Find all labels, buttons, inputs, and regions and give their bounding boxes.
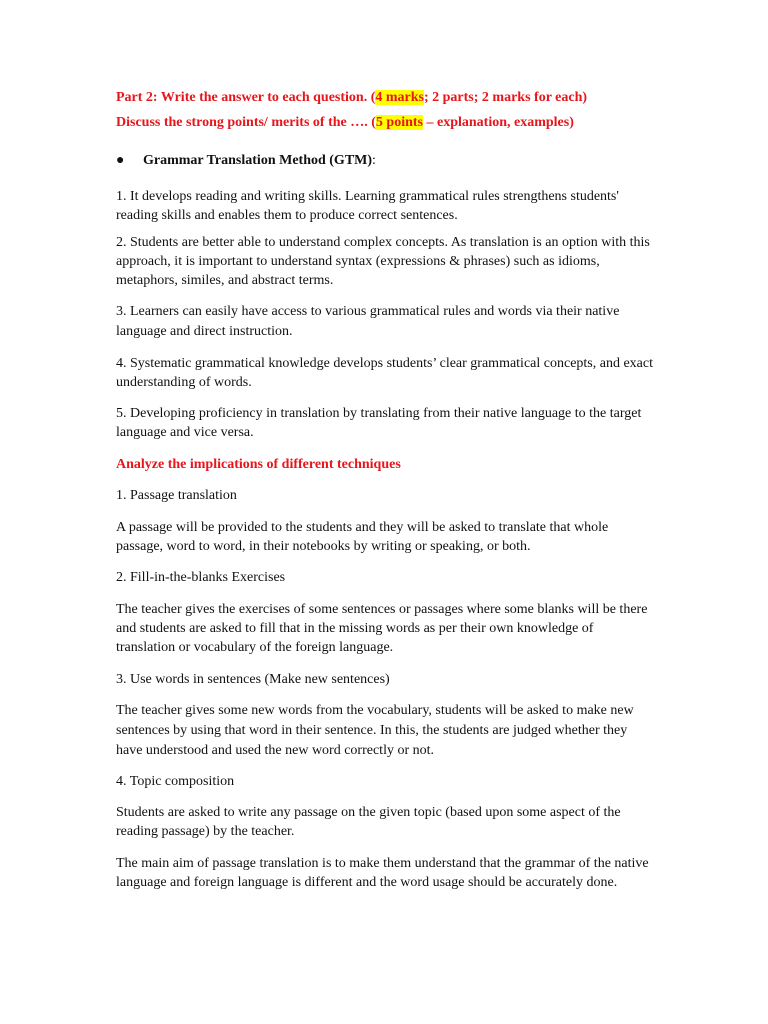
part-heading-suffix: ; 2 parts; 2 marks for each) xyxy=(423,90,588,105)
merit-item: 5. Developing proficiency in translation by translating from their native language to the target language and vice versa. xyxy=(116,406,642,440)
part-heading-prefix: Part 2: Write the answer to each question. ( xyxy=(116,90,376,105)
technique-body: The teacher gives some new words from the vocabulary, students will be asked to make new sentences by using that word in their sentence. In this, the students are judged whether they have understood and used the new word correctly or not. xyxy=(116,703,634,758)
discuss-heading-suffix: – explanation, examples) xyxy=(422,115,574,130)
technique-title: 3. Use words in sentences (Make new sentences) xyxy=(116,672,390,687)
discuss-heading xyxy=(116,113,656,132)
conclusion-paragraph: The main aim of passage translation is to make them understand that the grammar of the native language and foreign language is different and the word usage should be accurately done. xyxy=(116,856,649,890)
part-heading-highlight: 4 marks xyxy=(375,90,424,105)
merit-item: 1. It develops reading and writing skills. Learning grammatical rules strengthens students' reading skills and enables them to produce correct sentences. xyxy=(116,189,619,223)
gtm-colon: : xyxy=(372,153,376,168)
analyze-heading: Analyze the implications of different techniques xyxy=(116,457,401,472)
bullet-icon: ● xyxy=(116,153,125,168)
merit-item: 3. Learners can easily have access to various grammatical rules and words via their native language and direct instruction. xyxy=(116,304,620,339)
merit-item: 4. Systematic grammatical knowledge develops students’ clear grammatical concepts, and exact understanding of words. xyxy=(116,356,653,390)
technique-title: 2. Fill-in-the-blanks Exercises xyxy=(116,570,286,585)
technique-body: Students are asked to write any passage on the given topic (based upon some aspect of the reading passage) by the teacher. xyxy=(116,805,621,839)
technique-title: 1. Passage translation xyxy=(116,488,237,503)
technique-title: 4. Topic composition xyxy=(116,774,235,789)
discuss-heading-prefix: Discuss the strong points/ merits of the …. ( xyxy=(116,115,376,130)
technique-body: A passage will be provided to the students and they will be asked to translate that whole passage, word to word, in their notebooks by writing or speaking, or both. xyxy=(116,520,609,554)
part-heading xyxy=(116,88,656,107)
merit-item: 2. Students are better able to understand complex concepts. As translation is an option with this approach, it is important to understand syntax (expressions & phrases) such as idioms, metaphors, similes, and abstract terms. xyxy=(116,235,650,288)
technique-body: The teacher gives the exercises of some sentences or passages where some blanks will be there and students are asked to fill that in the missing words as per their own knowledge of translation or vocabulary of the foreign language. xyxy=(116,602,648,655)
gtm-bullet xyxy=(116,151,376,170)
gtm-label: Grammar Translation Method (GTM) xyxy=(143,153,373,168)
discuss-heading-highlight: 5 points xyxy=(375,115,423,130)
